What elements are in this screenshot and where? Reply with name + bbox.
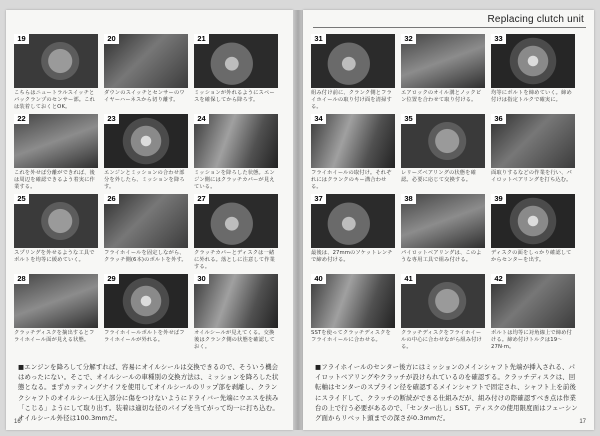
header-rule bbox=[313, 27, 586, 28]
step-panel bbox=[491, 34, 575, 106]
step-caption: ダウンのスイッチとセンサーのワイヤーハーネスから切り離す。 bbox=[104, 90, 185, 103]
step-photo bbox=[401, 34, 485, 88]
step-photo bbox=[194, 274, 278, 328]
step-caption: これを外せば分離ができれば、後は周辺を確認できるよう着実に作業する。 bbox=[14, 170, 95, 190]
step-caption: パイロットベアリングは、このような専用工具で組み付ける。 bbox=[401, 250, 482, 263]
step-photo bbox=[401, 114, 485, 168]
step-number: 22 bbox=[14, 114, 29, 124]
step-caption: スプリングを外せるような工具でボルトを均等に緩めていく。 bbox=[14, 250, 95, 263]
step-number: 35 bbox=[401, 114, 416, 124]
step-panel bbox=[194, 274, 278, 350]
step-number: 39 bbox=[491, 194, 506, 204]
step-number: 38 bbox=[401, 194, 416, 204]
step-number: 29 bbox=[104, 274, 119, 284]
step-caption: エンジンとミッションの合わせ部分を外したら、ミッションを降ろす。 bbox=[104, 170, 185, 190]
step-photo bbox=[104, 194, 188, 248]
step-number: 27 bbox=[194, 194, 209, 204]
step-caption: ミッションを降ろした状態。エンジン側にはクラッチカバーが見えている。 bbox=[194, 170, 275, 190]
step-caption: 面取りするなどの作業を行い、パイロットベアリングを打ち込む。 bbox=[491, 170, 572, 183]
step-panel bbox=[14, 274, 98, 346]
step-number: 42 bbox=[491, 274, 506, 284]
step-panel bbox=[104, 274, 188, 346]
step-caption: フライホイールボルトを外せばフライホイールが外れる。 bbox=[104, 330, 185, 343]
step-caption: ボルトは均等に対角線上で締め付ける。締め付けトルクは19〜27N·m。 bbox=[491, 330, 572, 350]
section-header-title: Replacing clutch unit bbox=[487, 14, 584, 25]
step-photo bbox=[401, 194, 485, 248]
step-photo bbox=[104, 34, 188, 88]
step-photo bbox=[104, 274, 188, 328]
step-number: 37 bbox=[311, 194, 326, 204]
step-number: 40 bbox=[311, 274, 326, 284]
step-panel bbox=[194, 114, 278, 190]
left-page-number: 16 bbox=[14, 419, 21, 425]
step-caption: ディスクの面をしっかり確認してからセンターを出す。 bbox=[491, 250, 572, 263]
step-caption: エアロックのオイル溝とノックピン位置を合わせて取り付ける。 bbox=[401, 90, 482, 103]
step-photo bbox=[194, 194, 278, 248]
step-number: 24 bbox=[194, 114, 209, 124]
step-panel bbox=[194, 34, 278, 106]
step-panel bbox=[104, 114, 188, 190]
left-page bbox=[6, 10, 293, 430]
step-photo bbox=[194, 114, 278, 168]
step-caption: 均等にボルトを締めていく。締め付けは指定トルクで確実に。 bbox=[491, 90, 572, 103]
step-panel bbox=[491, 114, 575, 186]
step-photo bbox=[311, 274, 395, 328]
step-panel bbox=[14, 194, 98, 266]
step-caption: レリーズベアリングの状態を確認。必要に応じて交換する。 bbox=[401, 170, 476, 183]
step-number: 23 bbox=[104, 114, 119, 124]
step-panel bbox=[14, 114, 98, 190]
step-photo bbox=[14, 274, 98, 328]
left-body-text: ■エンジンを降ろして分解すれば、容易にオイルシールは交換できるので、そういう機会はめったにない。そこで、オイルシールの車種別の交換方法は、ミッションを降ろした状態となる。まずカッティングナイフを使用してオイルシールのリップ部を剥離し、クランクシャフトのオイルシール圧入部分に傷をつけないようにドライバー先端にウエスを挟み「こじる」ようにして取り出す。装着は適切な径のパイプを当てがって均一に打ち込む。オイルシール外径は100.3mmだ。 bbox=[18, 363, 279, 423]
right-page-number: 17 bbox=[579, 419, 586, 425]
step-caption: クラッチカバーとディスクは一緒に外れる。落としに注意して作業する。 bbox=[194, 250, 275, 270]
step-number: 30 bbox=[194, 274, 209, 284]
step-photo bbox=[491, 194, 575, 248]
step-caption: フライホイールの取付け。それぞれにはクランクのキー溝合わせる。 bbox=[311, 170, 392, 190]
step-caption: SSTを使ってクラッチディスクをフライホイールに合わせる。 bbox=[311, 330, 391, 343]
book-gutter bbox=[293, 10, 303, 430]
step-caption: オイルシールが見えてくる。交換後はクランク側の状態を確認しておく。 bbox=[194, 330, 275, 350]
step-panel bbox=[311, 114, 395, 190]
step-panel bbox=[311, 34, 395, 110]
step-caption: フライホイールを固定しながら、クラッチ側(6本)のボルトを外す。 bbox=[104, 250, 187, 263]
step-panel bbox=[491, 194, 575, 266]
step-caption: 組み付け前に、クランク側とフライホイールの取り付け面を清掃する。 bbox=[311, 90, 392, 110]
step-photo bbox=[311, 34, 395, 88]
step-number: 26 bbox=[104, 194, 119, 204]
step-caption: ミッションが外れるようにスペースを確保してから降ろす。 bbox=[194, 90, 275, 103]
step-number: 36 bbox=[491, 114, 506, 124]
step-panel bbox=[311, 194, 395, 266]
step-panel bbox=[401, 114, 485, 186]
step-photo bbox=[104, 114, 188, 168]
step-panel bbox=[311, 274, 395, 346]
step-photo bbox=[401, 274, 485, 328]
step-number: 34 bbox=[311, 114, 326, 124]
step-photo bbox=[14, 34, 98, 88]
step-number: 28 bbox=[14, 274, 29, 284]
right-body-text: ■フライホイールのセンター後方にはミッションのメインシャフト先端が挿入される、パイロットベアリングやクラッチが設けられているのを確認する。クラッチディスクは、回転軸はセンターのスプライン径を確認するメインシャフトで固定され、シャフト上を前後にスライドして、クラッチの断続ができる仕組みだが、組み付けの際確認すべき点は作業台の上で行う必要があるので、「センター出し」SST。ディスクの使用限度面はフェーシング面からリベット頭までの深さが0.3mmだ。 bbox=[315, 363, 578, 423]
step-photo bbox=[311, 114, 395, 168]
step-caption: クラッチディスクを摘出するとフライホイール面が見える状態。 bbox=[14, 330, 95, 343]
step-number: 20 bbox=[104, 34, 119, 44]
step-number: 33 bbox=[491, 34, 506, 44]
right-page bbox=[303, 10, 594, 430]
step-number: 25 bbox=[14, 194, 29, 204]
step-photo bbox=[14, 114, 98, 168]
step-number: 21 bbox=[194, 34, 209, 44]
step-panel bbox=[14, 34, 98, 110]
step-panel bbox=[194, 194, 278, 270]
step-number: 41 bbox=[401, 274, 416, 284]
step-caption: クラッチディスクをフライホイールの中心に合わせながら組み付ける。 bbox=[401, 330, 482, 350]
step-number: 31 bbox=[311, 34, 326, 44]
step-photo bbox=[491, 274, 575, 328]
step-photo bbox=[311, 194, 395, 248]
step-photo bbox=[194, 34, 278, 88]
step-panel bbox=[401, 274, 485, 350]
step-number: 19 bbox=[14, 34, 29, 44]
step-photo bbox=[14, 194, 98, 248]
step-number: 32 bbox=[401, 34, 416, 44]
step-caption: 最後は、27mmのソケットレンチで締め付ける。 bbox=[311, 250, 393, 263]
step-photo bbox=[491, 114, 575, 168]
step-photo bbox=[491, 34, 575, 88]
step-panel bbox=[104, 34, 188, 106]
step-panel bbox=[491, 274, 575, 350]
step-panel bbox=[401, 194, 485, 266]
step-caption: こちらはニュートラルスイッチとバックランプのセンサー部。これは装着しておくとOK。 bbox=[14, 90, 95, 110]
step-panel bbox=[401, 34, 485, 106]
step-panel bbox=[104, 194, 188, 266]
